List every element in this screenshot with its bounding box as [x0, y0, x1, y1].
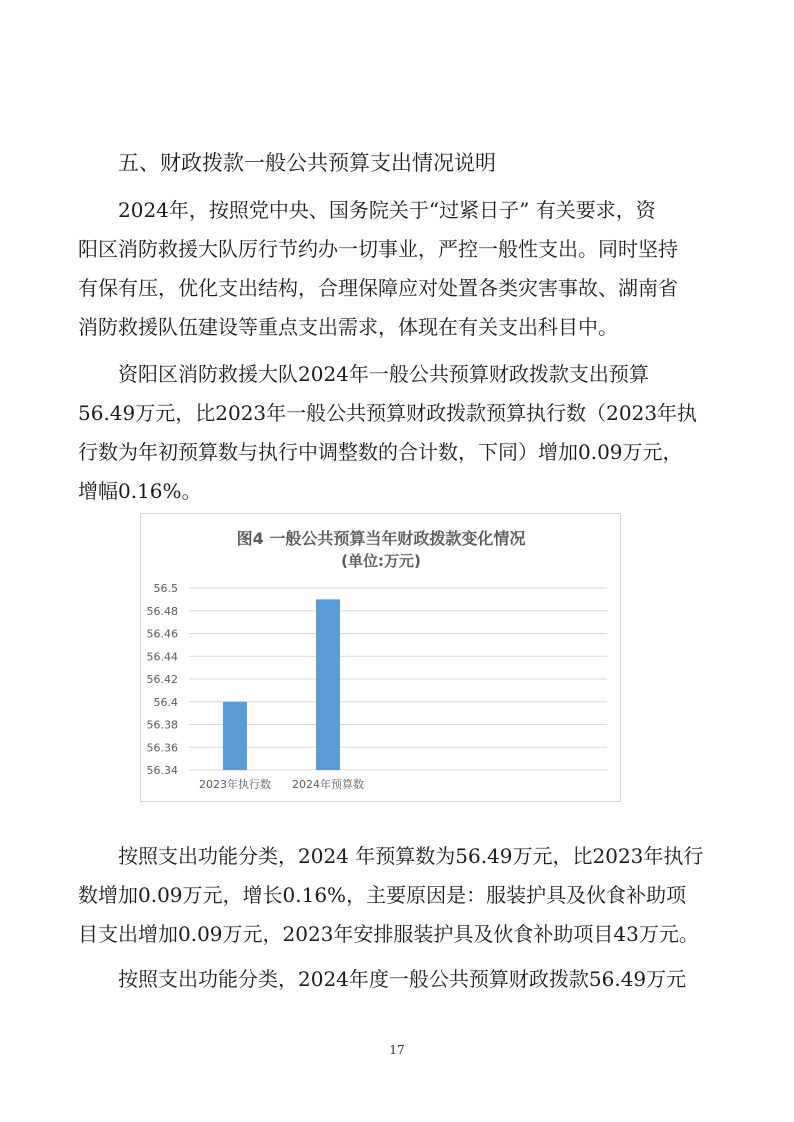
paragraph-line: 增幅0.16%。 — [78, 479, 202, 503]
gridlines — [189, 588, 607, 770]
paragraph-line: 消防救援队伍建设等重点支出需求，体现在有关支出科目中。 — [78, 315, 618, 339]
x-tick-label: 2023年执行数 — [199, 778, 271, 791]
paragraph-line: 56.49万元，比2023年一般公共预算财政拨款预算执行数（2023年执 — [78, 401, 698, 425]
paragraph-2 — [78, 355, 718, 511]
paragraph-line: 目支出增加0.09万元，2023年安排服装护具及伙食补助项目43万元。 — [78, 922, 699, 946]
page-number: 17 — [389, 1043, 405, 1057]
paragraph-line: 行数为年初预算数与执行中调整数的合计数，下同）增加0.09万元， — [78, 440, 683, 464]
paragraph-line: 数增加0.09万元，增长0.16%，主要原因是：服装护具及伙食补助项 — [78, 883, 687, 907]
y-axis-ticks — [147, 582, 179, 777]
bars — [223, 599, 340, 770]
bar-chart — [140, 513, 621, 802]
y-tick-label: 56.38 — [146, 718, 178, 732]
bar — [223, 702, 247, 770]
y-tick-label: 56.4 — [153, 695, 178, 709]
y-tick-label: 56.48 — [146, 604, 178, 618]
paragraph-line: 按照支出功能分类，2024 年预算数为56.49万元，比2023年执行 — [118, 844, 704, 868]
chart-canvas — [141, 514, 620, 801]
paragraph-3 — [78, 837, 718, 954]
x-axis-ticks — [199, 777, 364, 791]
paragraph-1 — [78, 191, 718, 347]
bar — [316, 599, 340, 770]
paragraph-line: 资阳区消防救援大队2024年一般公共预算财政拨款支出预算 — [118, 362, 649, 386]
y-tick-label: 56.36 — [146, 741, 178, 755]
paragraph-line: 按照支出功能分类，2024年度一般公共预算财政拨款56.49万元 — [118, 967, 687, 991]
paragraph-line: 有保有压，优化支出结构，合理保障应对处置各类灾害事故、湖南省 — [78, 276, 678, 300]
chart-title: 图4 一般公共预算当年财政拨款变化情况 — [236, 529, 526, 548]
x-tick-label: 2024年预算数 — [292, 778, 364, 791]
paragraph-line: 2024年，按照党中央、国务院关于“过紧日子” 有关要求，资 — [118, 198, 656, 222]
paragraph-line: 阳区消防救援大队厉行节约办一切事业，严控一般性支出。同时坚持 — [78, 237, 678, 261]
y-tick-label: 56.5 — [153, 582, 178, 595]
y-tick-label: 56.46 — [146, 627, 178, 641]
chart-subtitle: (单位:万元) — [341, 552, 421, 570]
y-tick-label: 56.44 — [146, 650, 178, 664]
paragraph-4 — [78, 960, 718, 999]
section-heading: 五、财政拨款一般公共预算支出情况说明 — [118, 151, 496, 175]
y-tick-label: 56.42 — [146, 673, 178, 686]
y-tick-label: 56.34 — [146, 764, 178, 777]
